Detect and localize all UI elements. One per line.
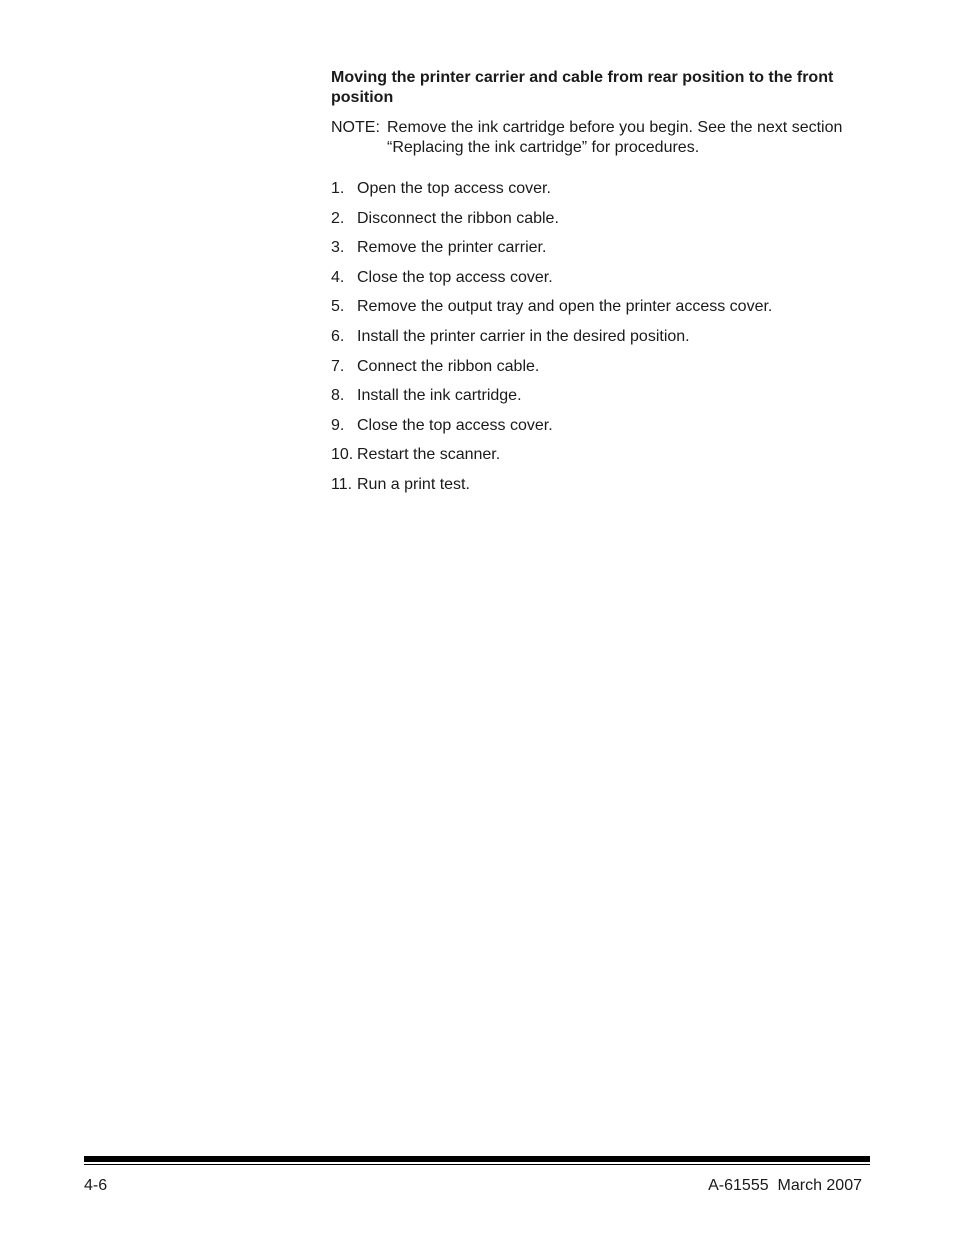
list-item — [331, 475, 876, 495]
list-item — [331, 327, 876, 347]
list-item — [331, 445, 876, 465]
list-item — [331, 268, 876, 288]
note-label: NOTE: — [331, 119, 380, 136]
step-text: Open the top access cover. — [357, 180, 551, 197]
list-item — [331, 386, 876, 406]
step-text: Disconnect the ribbon cable. — [357, 209, 559, 227]
note-text: Remove the ink cartridge before you begin. See the next section “Replacing the ink cartridge” for procedures. — [387, 119, 843, 156]
step-text: Restart the scanner. — [357, 446, 501, 464]
section-heading: Moving the printer carrier and cable from rear position to the front position — [331, 69, 834, 106]
list-item — [331, 209, 876, 229]
step-number: 4. — [331, 268, 345, 286]
step-text: Install the ink cartridge. — [357, 387, 522, 405]
list-item — [331, 416, 876, 436]
page-number: 4-6 — [84, 1177, 108, 1194]
step-number: 7. — [331, 357, 345, 375]
step-text: Remove the output tray and open the printer access cover. — [357, 298, 773, 316]
step-number: 8. — [331, 387, 345, 405]
step-number: 10. — [331, 446, 354, 464]
step-number: 6. — [331, 327, 345, 345]
step-text: Remove the printer carrier. — [357, 239, 547, 257]
step-text: Install the printer carrier in the desired position. — [357, 327, 690, 345]
footer-rule-thick — [84, 1156, 870, 1162]
procedure-steps — [331, 179, 876, 495]
step-text: Run a print test. — [357, 475, 470, 493]
list-item — [331, 179, 876, 199]
step-number: 5. — [331, 298, 345, 316]
document-info: A-61555 March 2007 — [708, 1177, 862, 1194]
note-block — [331, 118, 876, 158]
step-text: Connect the ribbon cable. — [357, 357, 540, 375]
step-number: 1. — [331, 180, 345, 197]
footer-rule-thin — [84, 1164, 870, 1165]
step-number: 9. — [331, 416, 345, 434]
list-item — [331, 238, 876, 258]
document-body — [331, 68, 876, 505]
step-number: 2. — [331, 209, 345, 227]
step-number: 11. — [331, 475, 353, 493]
list-item — [331, 357, 876, 377]
step-number: 3. — [331, 239, 345, 257]
step-text: Close the top access cover. — [357, 416, 553, 434]
list-item — [331, 297, 876, 317]
step-text: Close the top access cover. — [357, 268, 553, 286]
